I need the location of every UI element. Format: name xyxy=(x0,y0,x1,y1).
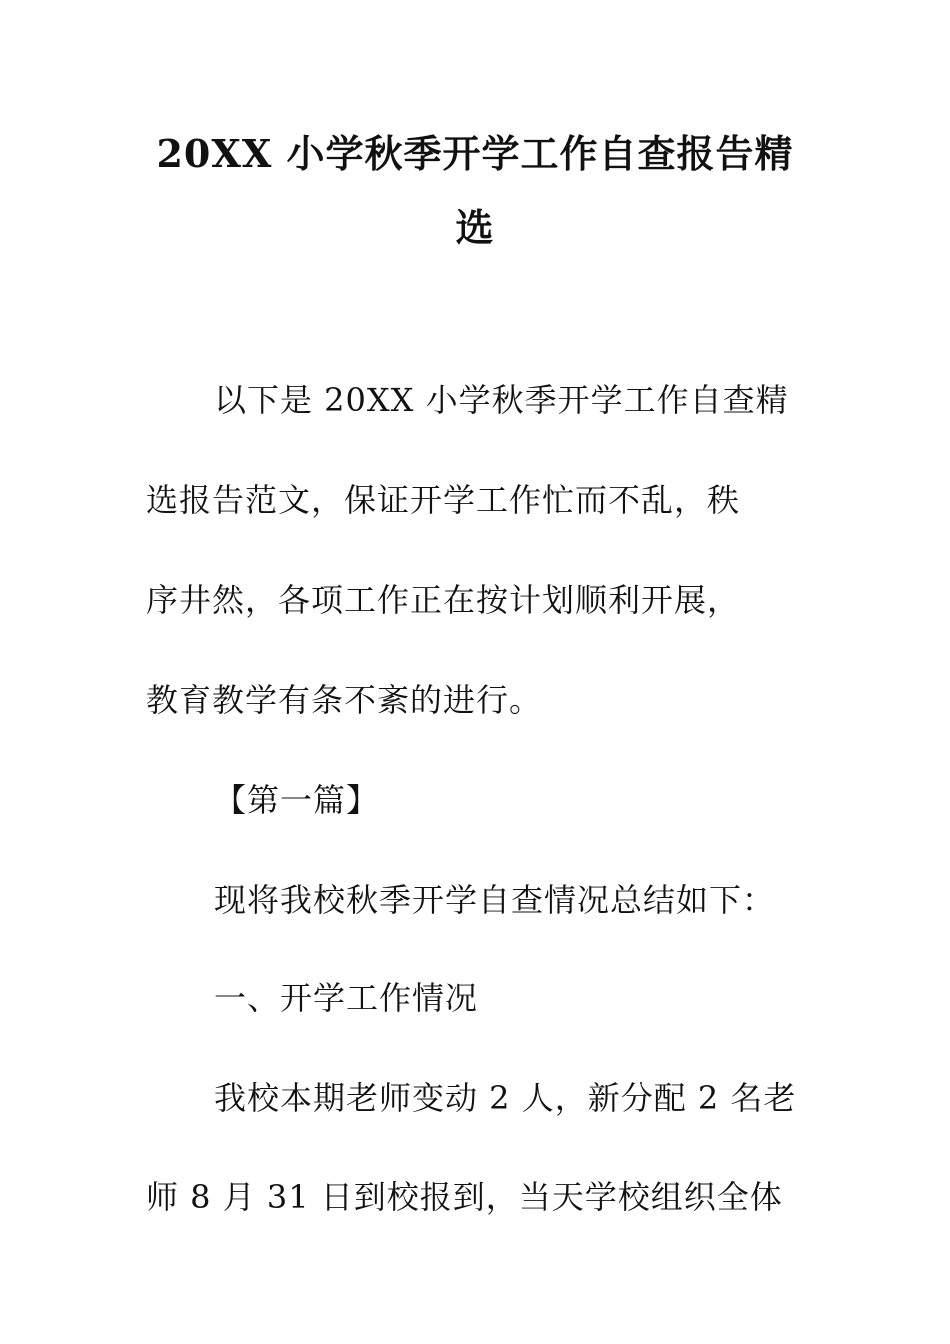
subheading-opening-work: 一、开学工作情况 xyxy=(214,979,479,1017)
paragraph-intro-line-4: 教育教学有条不紊的进行。 xyxy=(146,681,543,719)
paragraph-intro-line-3: 序井然，各项工作正在按计划顺利开展， xyxy=(146,581,741,619)
paragraph-summary: 现将我校秋季开学自查情况总结如下： xyxy=(214,881,776,919)
section-heading-first: 【第一篇】 xyxy=(214,781,380,819)
paragraph-intro-line-2: 选报告范文，保证开学工作忙而不乱，秩 xyxy=(146,481,741,519)
paragraph-teachers-line-2: 师 8 月 31 日到校报到，当天学校组织全体 xyxy=(146,1178,783,1216)
paragraph-teachers-line-1: 我校本期老师变动 2 人，新分配 2 名老 xyxy=(214,1079,797,1117)
document-title-line-1: 20XX 小学秋季开学工作自查报告精 xyxy=(156,131,794,176)
paragraph-intro-line-1: 以下是 20XX 小学秋季开学工作自查精 xyxy=(214,381,789,419)
document-title-line-2: 选 xyxy=(455,205,495,250)
